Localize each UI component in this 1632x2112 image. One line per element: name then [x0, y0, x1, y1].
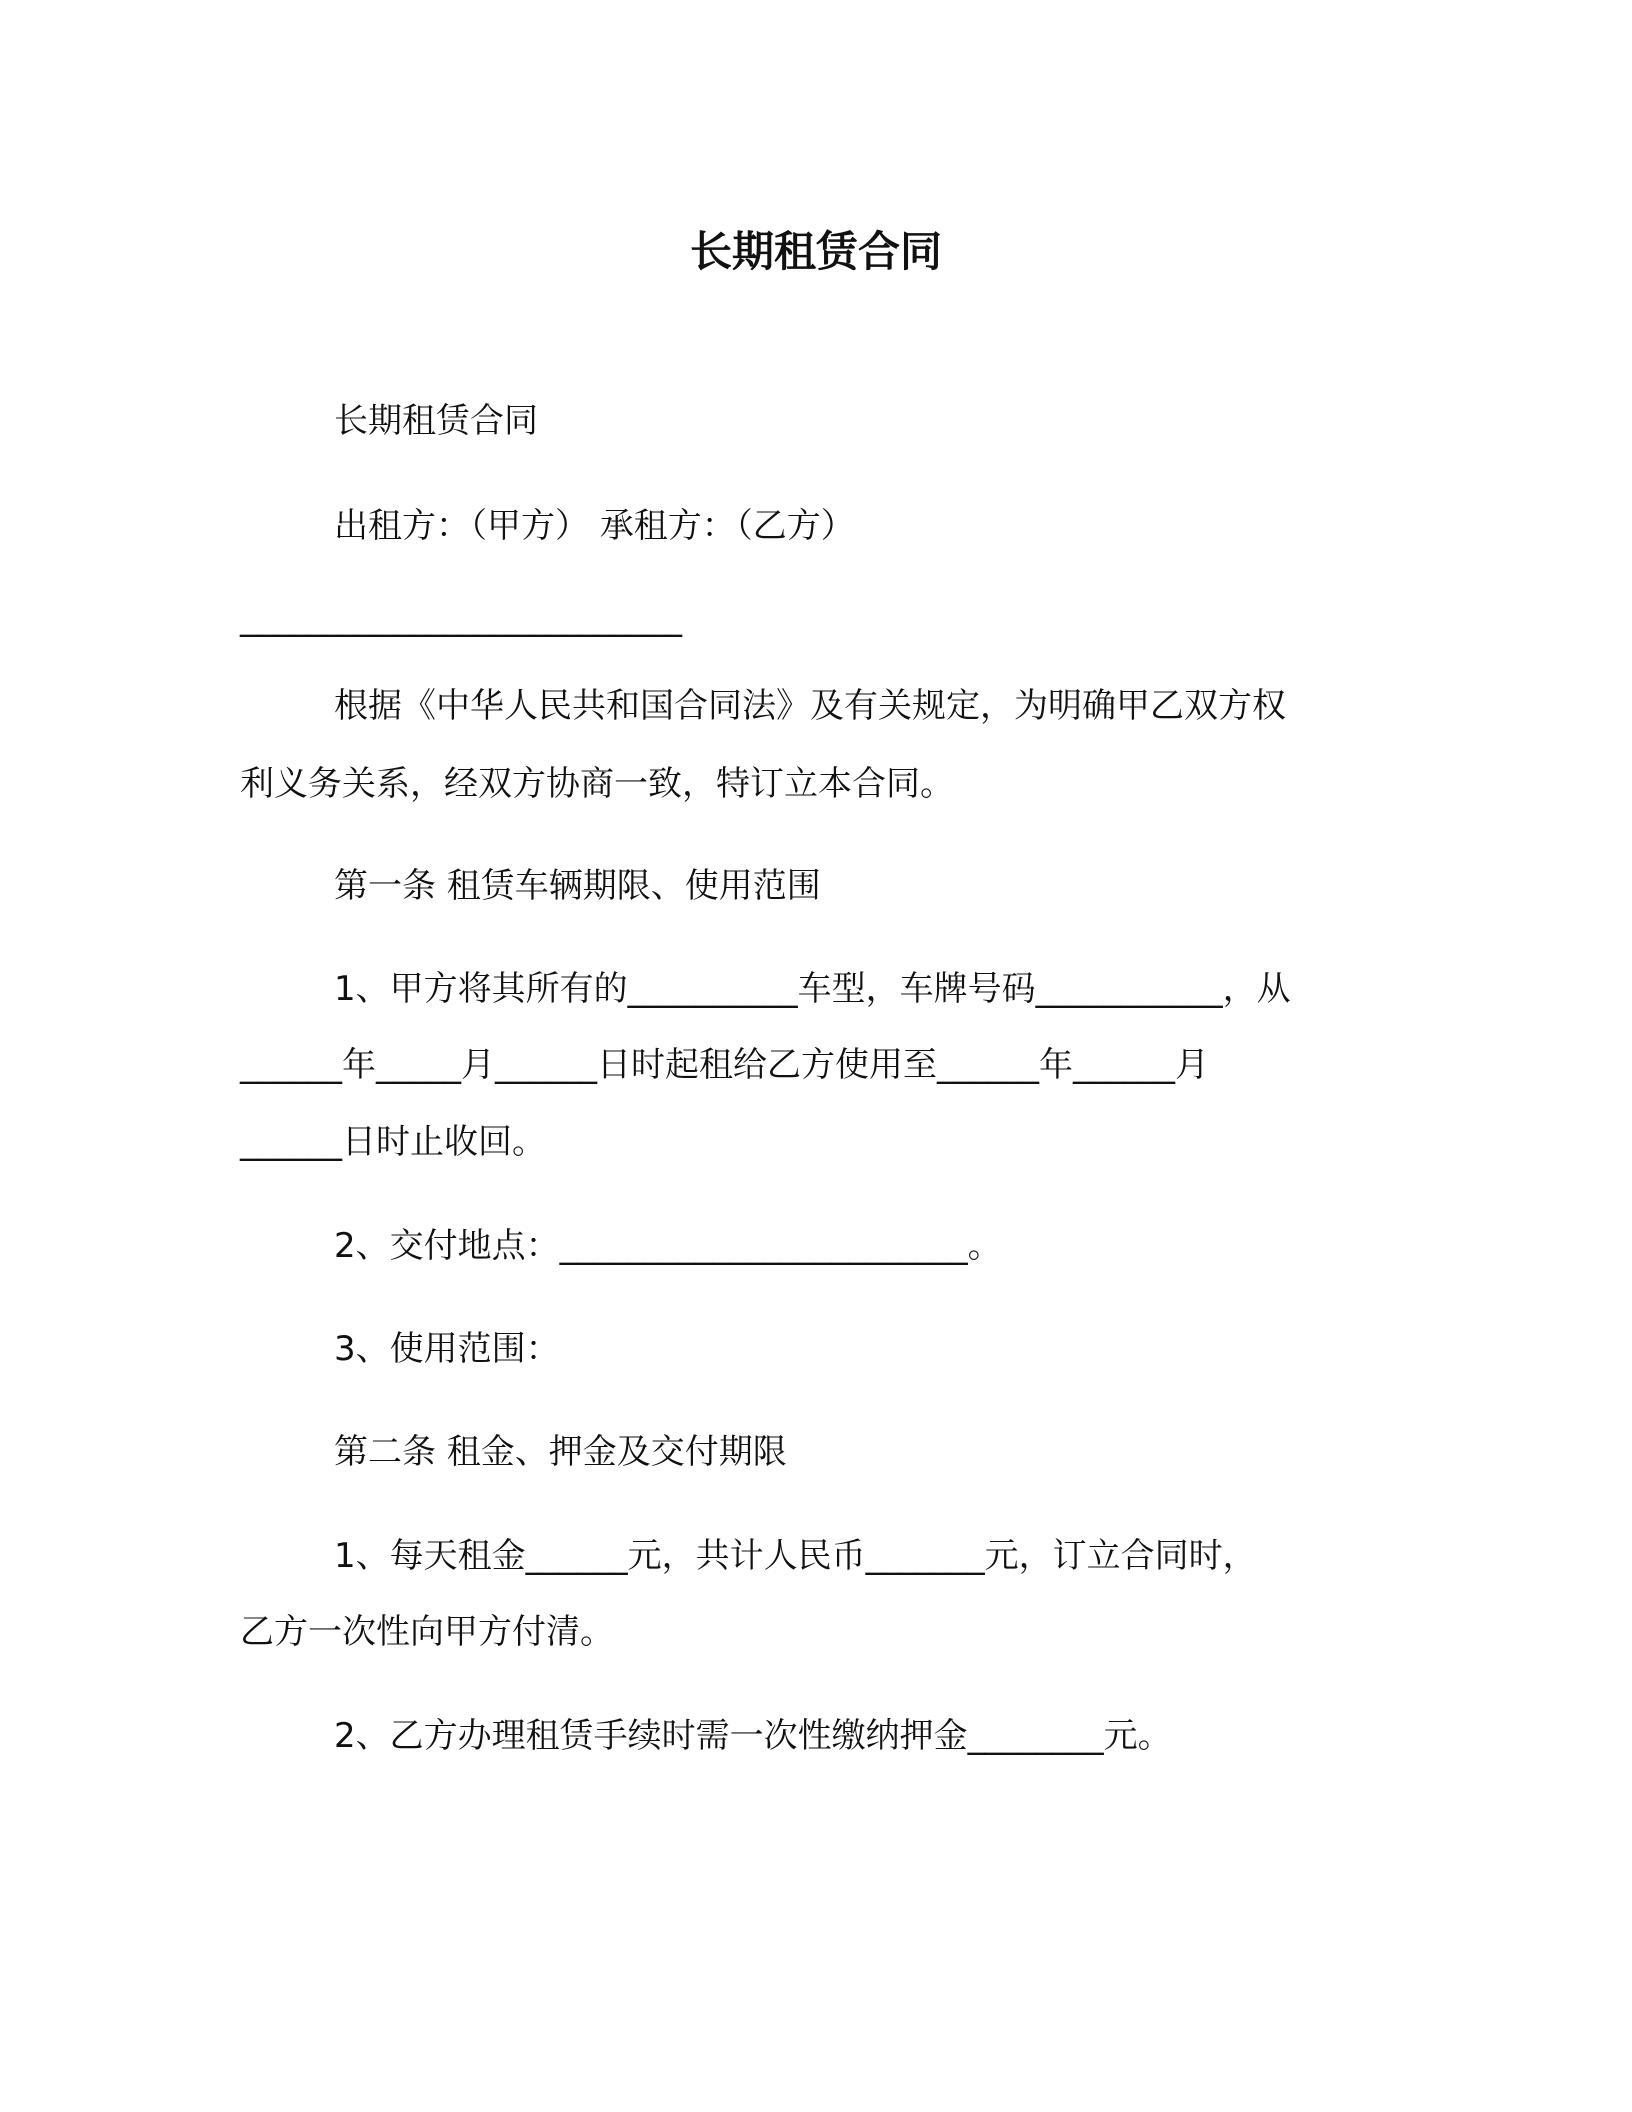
- article-1-item-1-line-3: ______日时止收回。: [240, 1122, 546, 1162]
- page-title: 长期租赁合同: [689, 227, 942, 276]
- article-2-item-1-line-2: 乙方一次性向甲方付清。: [240, 1612, 614, 1652]
- separator-line: __________________________: [240, 598, 682, 638]
- contract-subtitle: 长期租赁合同: [334, 401, 538, 441]
- article-1-item-1-line-1: 1、甲方将其所有的__________车型，车牌号码___________，从: [334, 969, 1291, 1009]
- article-1-item-3: 3、使用范围：: [334, 1329, 560, 1369]
- preamble-line-1: 根据《中华人民共和国合同法》及有关规定，为明确甲乙双方权: [334, 686, 1286, 726]
- article-2-heading: 第二条 租金、押金及交付期限: [334, 1432, 787, 1472]
- article-1-heading: 第一条 租赁车辆期限、使用范围: [334, 866, 821, 906]
- article-1-item-1-line-2: ______年_____月______日时起租给乙方使用至______年______月: [240, 1045, 1209, 1085]
- article-1-item-2: 2、交付地点：________________________。: [334, 1226, 1002, 1266]
- article-2-item-1-line-1: 1、每天租金______元，共计人民币_______元，订立合同时，: [334, 1536, 1257, 1576]
- parties-line: 出租方：（甲方） 承租方：（乙方）: [334, 506, 855, 546]
- article-2-item-2: 2、乙方办理租赁手续时需一次性缴纳押金________元。: [334, 1716, 1172, 1756]
- preamble-line-2: 利义务关系，经双方协商一致，特订立本合同。: [240, 764, 954, 804]
